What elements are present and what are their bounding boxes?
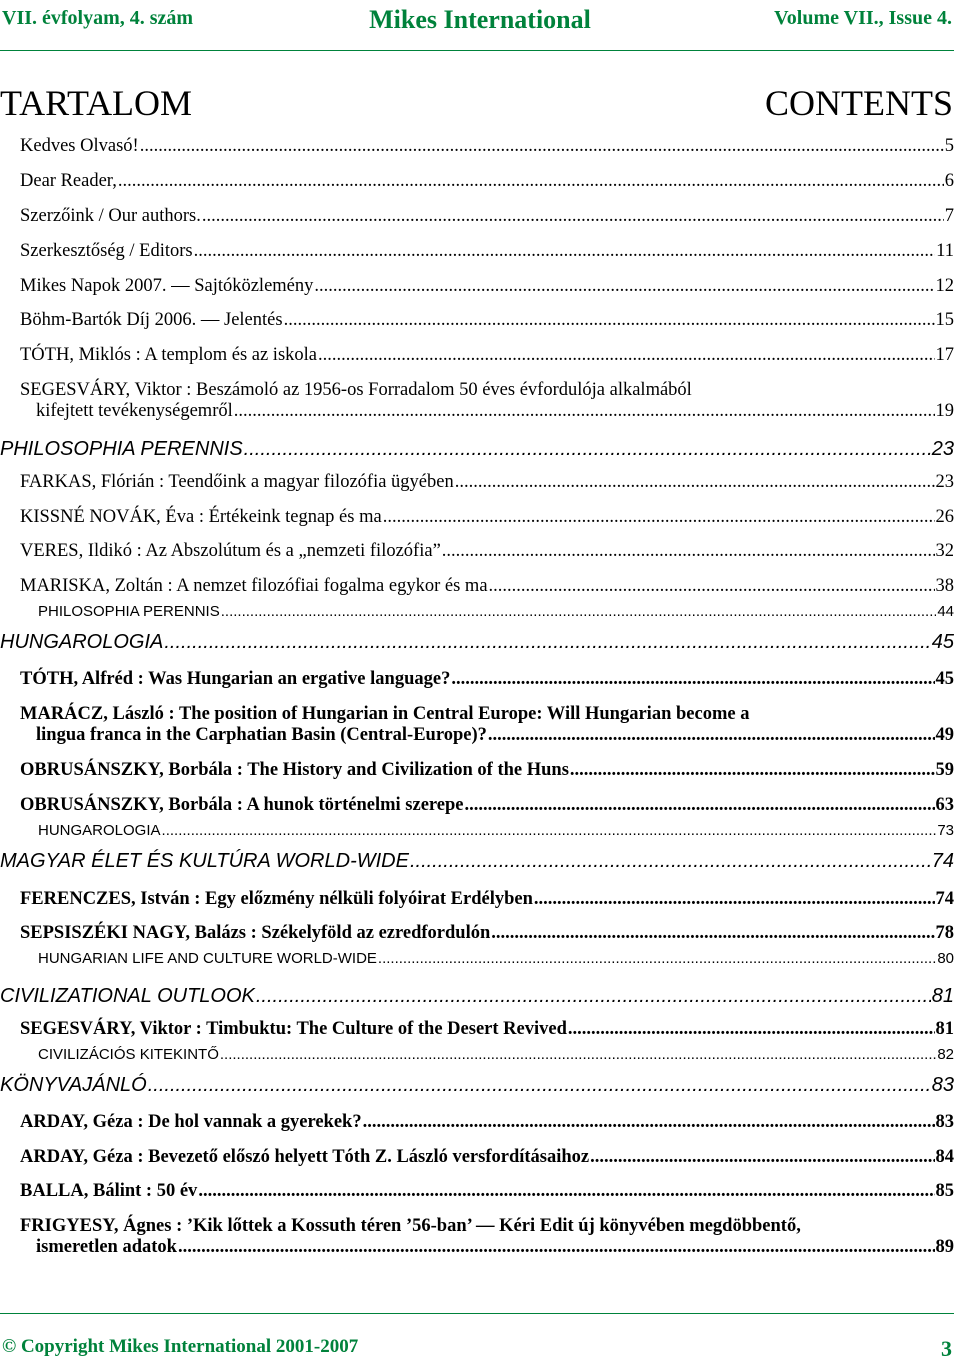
toc-entry[interactable]	[0, 603, 954, 620]
toc-entry[interactable]	[0, 276, 954, 297]
toc-entry[interactable]	[0, 985, 954, 1008]
toc-page-number: 78	[935, 923, 954, 943]
dot-leader	[570, 760, 935, 781]
toc-entry-title: MARÁCZ, László : The position of Hungarian in Central Europe: Will Hungarian become a	[20, 704, 750, 724]
title-hu: TARTALOM	[0, 83, 193, 123]
dot-leader	[202, 206, 944, 227]
page-number: 3	[941, 1336, 952, 1361]
toc-entry-title: BALLA, Bálint : 50 év	[20, 1181, 198, 1201]
dot-leader	[256, 985, 931, 1008]
issue-label-en: Volume VII., Issue 4.	[774, 7, 952, 29]
toc-page-number: 38	[935, 576, 954, 596]
toc-entry[interactable]	[0, 206, 954, 227]
footer-rule	[0, 1313, 954, 1314]
toc-page-number: 82	[937, 1046, 954, 1063]
dot-leader	[221, 603, 937, 620]
toc-entry[interactable]	[0, 380, 954, 422]
toc-entry[interactable]	[0, 795, 954, 816]
dot-leader	[178, 1237, 935, 1258]
dot-leader	[590, 1147, 934, 1168]
toc-page-number: 5	[944, 136, 954, 156]
toc-page-number: 85	[935, 1181, 954, 1201]
dot-leader	[140, 136, 944, 157]
toc-entry[interactable]	[0, 1112, 954, 1133]
toc-entry-title: FARKAS, Flórián : Teendőink a magyar filozófia ügyében	[20, 472, 454, 492]
toc-entry[interactable]	[0, 923, 954, 944]
toc-entry-title-cont: ismeretlen adatok	[36, 1237, 177, 1257]
issue-label-hu: VII. évfolyam, 4. szám	[2, 7, 194, 29]
dot-leader	[442, 541, 935, 562]
dot-leader	[465, 795, 935, 816]
toc-entry[interactable]	[0, 631, 954, 654]
toc-page-number: 6	[944, 171, 954, 191]
toc-entry-title: PHILOSOPHIA PERENNIS	[0, 438, 243, 460]
toc-entry-title: FRIGYESY, Ágnes : ’Kik lőttek a Kossuth téren ’56-ban’ — Kéri Edit új könyvében megdöbbentő,	[20, 1216, 801, 1236]
toc-entry-title: OBRUSÁNSZKY, Borbála : A hunok történelmi szerepe	[20, 795, 464, 815]
toc-page-number: 23	[935, 472, 954, 492]
dot-leader	[410, 850, 931, 873]
dot-leader	[148, 1074, 931, 1097]
toc-page-number: 44	[937, 603, 954, 620]
dot-leader	[284, 310, 935, 331]
toc-page-number: 73	[937, 822, 954, 839]
dot-leader	[451, 669, 934, 690]
toc-entry-title-cont: kifejtett tevékenységemről	[36, 401, 233, 421]
toc-entry[interactable]	[0, 1074, 954, 1097]
toc-page-number: 19	[935, 401, 954, 421]
toc-entry-title: HUNGAROLOGIA	[0, 631, 164, 653]
journal-title: Mikes International	[369, 5, 591, 34]
toc-page-number: 83	[935, 1112, 954, 1132]
copyright-notice: © Copyright Mikes International 2001-2007	[2, 1336, 359, 1357]
toc-page-number: 59	[935, 760, 954, 780]
toc-entry[interactable]	[0, 850, 954, 873]
toc-entry-title: FERENCZES, István : Egy előzmény nélküli folyóirat Erdélyben	[20, 889, 533, 909]
toc-entry-title: HUNGAROLOGIA	[38, 822, 161, 839]
toc-page-number: 81	[931, 985, 954, 1007]
dot-leader	[534, 889, 935, 910]
dot-leader	[318, 345, 934, 366]
toc-entry[interactable]	[0, 1019, 954, 1040]
toc-entry[interactable]	[0, 950, 954, 967]
toc-entry-title: Kedves Olvasó!	[20, 136, 139, 156]
toc-page-number: 84	[935, 1147, 954, 1167]
toc-entry-title: Szerkesztőség / Editors	[20, 241, 193, 261]
toc-entry-title: ARDAY, Géza : De hol vannak a gyerekek?	[20, 1112, 362, 1132]
toc-entry[interactable]	[0, 241, 954, 262]
toc-entry[interactable]	[0, 1181, 954, 1202]
toc-page-number: 11	[936, 241, 954, 261]
toc-entry-title: MARISKA, Zoltán : A nemzet filozófiai fogalma egykor és ma	[20, 576, 488, 596]
toc-entry-title: KISSNÉ NOVÁK, Éva : Értékeink tegnap és ma	[20, 507, 382, 527]
dot-leader	[491, 923, 934, 944]
toc-page-number: 83	[931, 1074, 954, 1096]
toc-entry-title: Dear Reader,	[20, 171, 117, 191]
toc-entry-title: VERES, Ildikó : Az Abszolútum és a „nemzeti filozófia”	[20, 541, 441, 561]
toc-entry[interactable]	[0, 507, 954, 528]
toc-page-number: 80	[937, 950, 954, 967]
toc-page-number: 26	[935, 507, 954, 527]
toc-page-number: 74	[931, 850, 954, 872]
toc-page-number: 23	[931, 438, 954, 460]
toc-entry-title: Böhm-Bartók Díj 2006. — Jelentés	[20, 310, 283, 330]
dot-leader	[314, 276, 934, 297]
toc-entry[interactable]	[0, 472, 954, 493]
toc-entry-title: TÓTH, Alfréd : Was Hungarian an ergative language?	[20, 669, 451, 689]
toc-page-number: 74	[935, 889, 954, 909]
toc-page-number: 32	[935, 541, 954, 561]
dot-leader	[244, 438, 931, 461]
title-en: CONTENTS	[765, 83, 953, 123]
toc-entry-title-cont: lingua franca in the Carphatian Basin (Central-Europe)?	[36, 725, 487, 745]
toc-entry[interactable]	[0, 889, 954, 910]
toc-page-number: 81	[935, 1019, 954, 1039]
toc-entry-title: Mikes Napok 2007. — Sajtóközlemény	[20, 276, 314, 296]
toc-page-number: 12	[935, 276, 954, 296]
toc-page-number: 45	[931, 631, 954, 653]
dot-leader	[378, 950, 936, 967]
page-header	[0, 5, 960, 35]
toc-entry[interactable]	[0, 541, 954, 562]
toc-entry[interactable]	[0, 438, 954, 461]
toc-titles	[0, 82, 960, 126]
toc-entry[interactable]	[0, 171, 954, 192]
dot-leader	[194, 241, 936, 262]
toc-entry-title: Szerzőink / Our authors.	[20, 206, 201, 226]
toc-entry[interactable]	[0, 1216, 954, 1258]
toc-entry[interactable]	[0, 760, 954, 781]
toc-entry[interactable]	[0, 1147, 954, 1168]
toc-entry-title: PHILOSOPHIA PERENNIS	[38, 603, 220, 620]
toc-entry-title: SEPSISZÉKI NAGY, Balázs : Székelyföld az ezredfordulón	[20, 923, 491, 943]
dot-leader	[363, 1112, 935, 1133]
toc-entry-title: CIVILIZÁCIÓS KITEKINTŐ	[38, 1046, 219, 1063]
toc-page-number: 63	[935, 795, 954, 815]
dot-leader	[162, 822, 937, 839]
toc-entry-title: OBRUSÁNSZKY, Borbála : The History and Civilization of the Huns	[20, 760, 569, 780]
dot-leader	[164, 631, 930, 654]
toc-entry[interactable]	[0, 345, 954, 366]
dot-leader	[488, 725, 935, 746]
toc-entry-title: SEGESVÁRY, Viktor : Beszámoló az 1956-os Forradalom 50 éves évfordulója alkalmából	[20, 380, 692, 400]
toc-page-number: 45	[935, 669, 954, 689]
dot-leader	[220, 1046, 936, 1063]
header-rule	[0, 50, 954, 51]
toc-entry-title: TÓTH, Miklós : A templom és az iskola	[20, 345, 318, 365]
toc-page-number: 49	[935, 725, 954, 745]
toc-entry-title: MAGYAR ÉLET ÉS KULTÚRA WORLD-WIDE	[0, 850, 409, 872]
toc-entry[interactable]	[0, 1046, 954, 1063]
toc-entry[interactable]	[0, 669, 954, 690]
dot-leader	[198, 1181, 934, 1202]
toc-page-number: 17	[935, 345, 954, 365]
dot-leader	[234, 401, 935, 422]
dot-leader	[455, 472, 935, 493]
toc-entry-title: CIVILIZATIONAL OUTLOOK	[0, 985, 255, 1007]
toc-entry-title: SEGESVÁRY, Viktor : Timbuktu: The Culture of the Desert Revived	[20, 1019, 567, 1039]
toc-entry-title: KÖNYVAJÁNLÓ	[0, 1074, 147, 1096]
toc-entry-title: ARDAY, Géza : Bevezető előszó helyett Tóth Z. László versfordításaihoz	[20, 1147, 590, 1167]
toc-page-number: 7	[944, 206, 954, 226]
toc-entry[interactable]	[0, 822, 954, 839]
toc-page-number: 89	[935, 1237, 954, 1257]
toc-page-number: 15	[935, 310, 954, 330]
toc-entry-title: HUNGARIAN LIFE AND CULTURE WORLD-WIDE	[38, 950, 377, 967]
dot-leader	[489, 576, 935, 597]
toc-entry[interactable]	[0, 136, 954, 157]
toc-entry[interactable]	[0, 576, 954, 597]
dot-leader	[383, 507, 935, 528]
toc-entry[interactable]	[0, 310, 954, 331]
toc-entry[interactable]	[0, 704, 954, 746]
dot-leader	[118, 171, 944, 192]
dot-leader	[568, 1019, 935, 1040]
